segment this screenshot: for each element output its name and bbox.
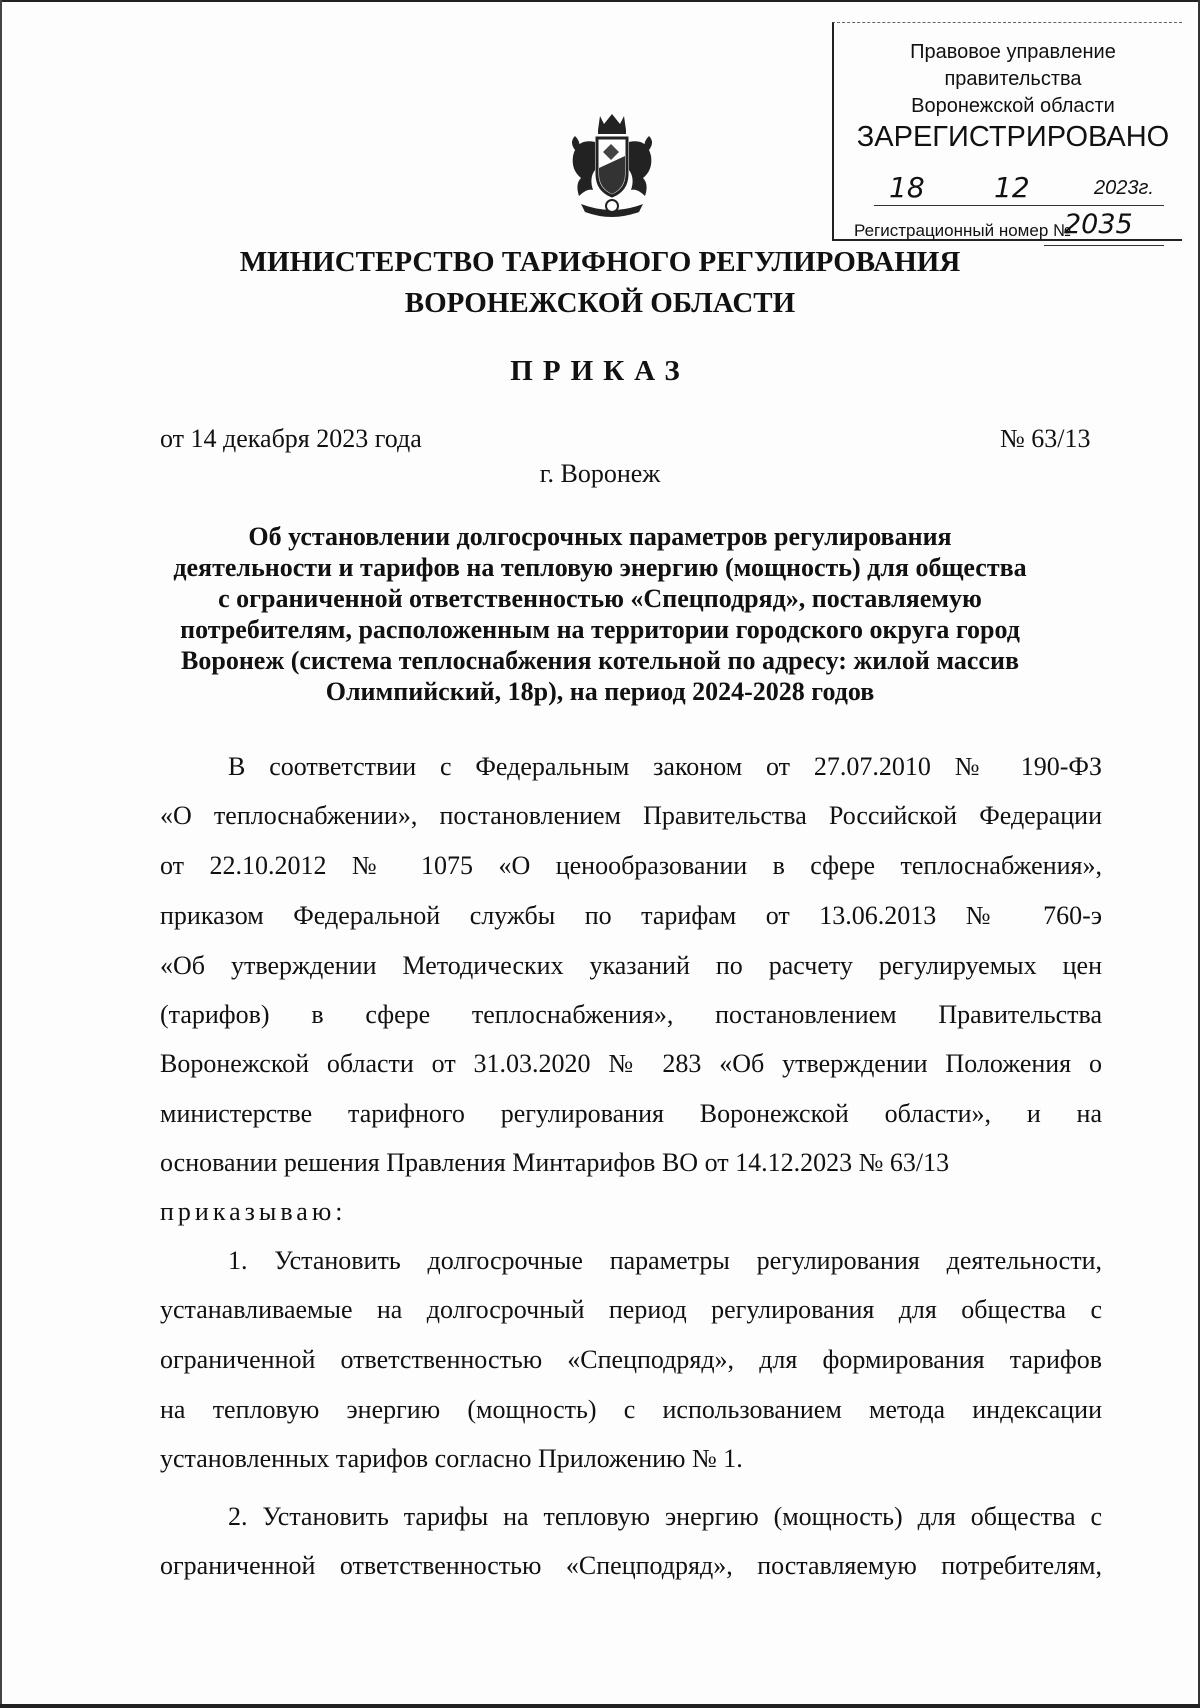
order-subject xyxy=(130,521,1070,707)
coat-of-arms-icon xyxy=(567,112,657,222)
body-line: Воронежской области от 31.03.2020 № 283 «Об утверждении Положения о xyxy=(160,1049,1102,1078)
scan-edge-bottom xyxy=(0,1704,1200,1708)
body-line: основании решения Правления Минтарифов ВО от 14.12.2023 № 63/13 xyxy=(160,1148,950,1177)
subject-line: деятельности и тарифов на тепловую энергию (мощность) для общества xyxy=(173,553,1027,582)
item-1-line: ограниченной ответственностью «Спецподряд», для формирования тарифов xyxy=(160,1345,1102,1374)
subject-line: Олимпийский, 18р), на период 2024-2028 годов xyxy=(325,677,875,706)
scan-edge-top xyxy=(0,0,1200,2)
stamp-month: 12 xyxy=(994,171,1030,204)
item-1-line: установленных тарифов согласно Приложению № 1. xyxy=(160,1444,743,1473)
item-1-line: устанавливаемые на долгосрочный период регулирования для общества с xyxy=(160,1295,1102,1324)
body-line: «О теплоснабжении», постановлением Правительства Российской Федерации xyxy=(160,801,1102,830)
order-city: г. Воронеж xyxy=(539,459,661,488)
item-1-line: 1. Установить долгосрочные параметры регулирования деятельности, xyxy=(228,1246,1102,1275)
stamp-organization xyxy=(846,39,1180,120)
stamp-registered-label: ЗАРЕГИСТРИРОВАНО xyxy=(856,121,1170,153)
body-line: В соответствии с Федеральным законом от 27.07.2010 № 190-ФЗ xyxy=(228,752,1102,781)
subject-line: Воронеж (система теплоснабжения котельной по адресу: жилой массив xyxy=(181,646,1019,675)
ministry-title-line2: ВОРОНЕЖСКОЙ ОБЛАСТИ xyxy=(404,287,796,319)
scan-edge-left xyxy=(0,0,2,1708)
stamp-reg-number-label: Регистрационный номер № xyxy=(854,221,1072,240)
order-number: № 63/13 xyxy=(1000,424,1091,453)
stamp-day: 18 xyxy=(889,171,925,204)
stamp-year: 2023г. xyxy=(1094,177,1154,199)
body-line-order-word: приказываю: xyxy=(160,1197,347,1226)
body-line: министерстве тарифного регулирования Воронежской области», и на xyxy=(160,1099,1102,1128)
item-1-line: на тепловую энергию (мощность) с использованием метода индексации xyxy=(160,1395,1102,1424)
item-2-line: ограниченной ответственностью «Спецподряд», поставляемую потребителям, xyxy=(160,1551,1102,1580)
body-line: приказом Федеральной службы по тарифам от 13.06.2013 № 760-э xyxy=(160,901,1102,930)
document-type: ПРИКАЗ xyxy=(510,355,690,387)
stamp-org-line2: Воронежской области xyxy=(911,95,1115,117)
item-2-line: 2. Установить тарифы на тепловую энергию (мощность) для общества с xyxy=(228,1502,1102,1531)
subject-line: потребителям, расположенным на территории городского округа город xyxy=(180,615,1020,644)
registration-stamp xyxy=(832,22,1182,241)
subject-line: с ограниченной ответственностью «Спецподряд», поставляемую xyxy=(218,584,982,613)
subject-line: Об установлении долгосрочных параметров регулирования xyxy=(248,522,952,551)
stamp-date-underline xyxy=(874,205,1164,206)
body-line: от 22.10.2012 № 1075 «О ценообразовании в сфере теплоснабжения», xyxy=(160,851,1102,880)
stamp-reg-number: 2035 xyxy=(1064,209,1133,240)
order-date: от 14 декабря 2023 года xyxy=(160,424,422,453)
body-line: «Об утверждении Методических указаний по расчету регулируемых цен xyxy=(160,951,1102,980)
body-line: (тарифов) в сфере теплоснабжения», постановлением Правительства xyxy=(160,1000,1102,1029)
ministry-title-line1: МИНИСТЕРСТВО ТАРИФНОГО РЕГУЛИРОВАНИЯ xyxy=(239,246,961,278)
stamp-org-line1: Правовое управление правительства xyxy=(910,41,1116,90)
